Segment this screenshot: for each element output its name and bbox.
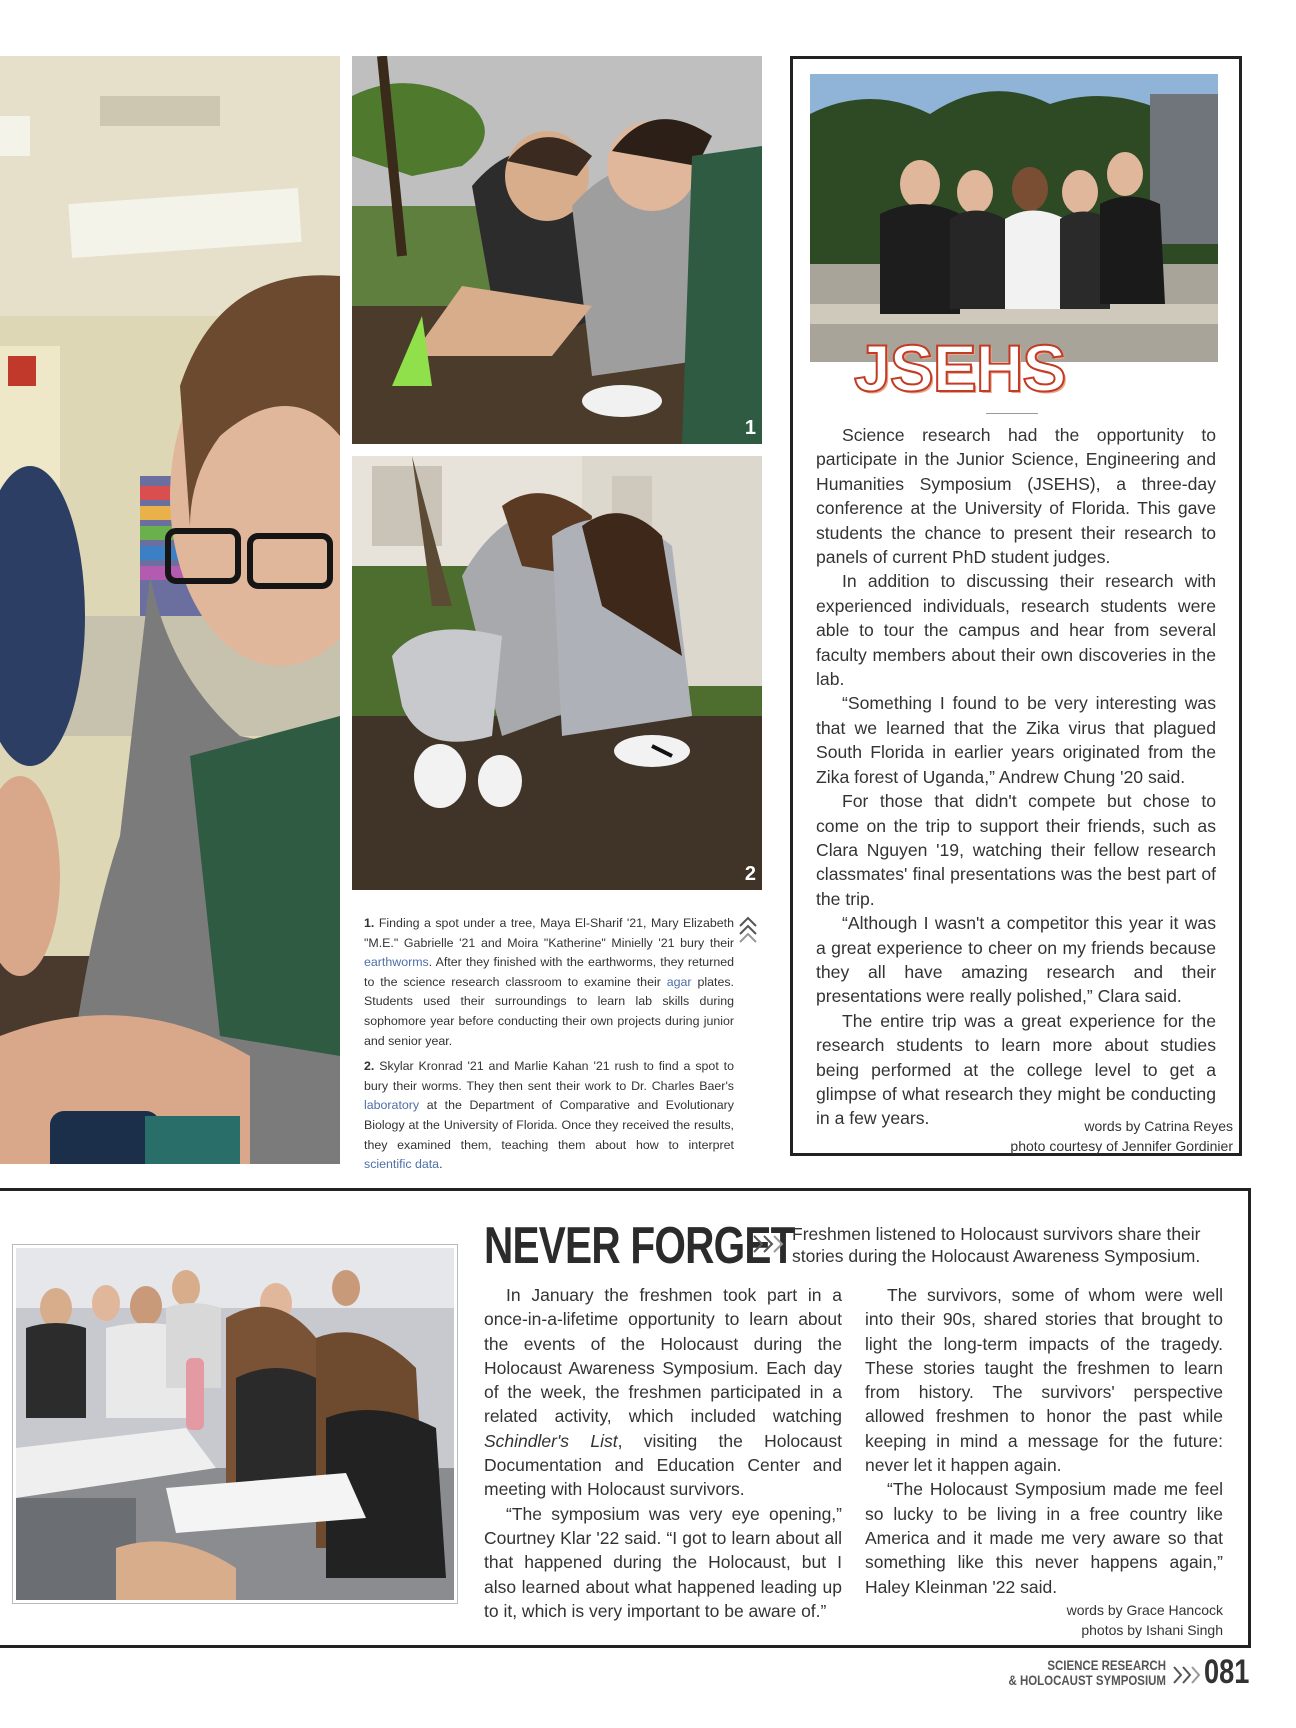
jsehs-paragraph: “Although I wasn't a competitor this year it was a great experience to cheer on my friends because they all have amazing research and their presentations were really polished,” Clara said. — [816, 913, 1216, 1007]
earthworm-burying-photo — [352, 56, 762, 444]
caption-2-text-c: . — [439, 1157, 443, 1172]
caption-1 — [364, 914, 734, 1051]
worm-spot-photo — [352, 456, 762, 890]
never-forget-column-2 — [865, 1283, 1223, 1599]
section-divider-bottom — [0, 1645, 1251, 1648]
caption-1-text-c: plates. Students used their surroundings to learn lab skills during sophomore year before conducting their own projects during junior and senior year. — [364, 974, 734, 1048]
never-forget-column-1 — [484, 1283, 842, 1623]
jsehs-paragraph: For those that didn't compete but chose to come on the trip to support their friends, such as Clara Nguyen '19, watching their fellow research classmates' final presentations was the best part of the trip. — [816, 791, 1216, 909]
footer-chevron-right-icon — [1172, 1664, 1202, 1691]
photo-number-2: 2 — [744, 863, 756, 885]
student-closeup-photo — [0, 56, 340, 1164]
never-forget-heading: NEVER FORGET — [484, 1217, 795, 1275]
caption-1-text-a: Finding a spot under a tree, Maya El-Sharif '21, Mary Elizabeth "M.E." Gabrielle '21 and Moira "Katherine" Minielly '21 bury their — [364, 916, 734, 950]
jsehs-paragraph: “Something I found to be very interesting was that we learned that the Zika virus that plagued South Florida in earlier years originated from the Zika forest of Uganda,” Andrew Chung '20 said. — [816, 693, 1216, 787]
nf-col1-p1-b: , visiting the Holocaust Documentation and Education Center and meeting with Holocaust survivors. — [484, 1430, 842, 1500]
photo-number-1: 1 — [744, 417, 756, 439]
caption-2-text-b: at the Department of Comparative and Evolutionary Biology at the University of Florida. Once they received the results, they examined them, teaching them about how to interpret — [364, 1098, 734, 1152]
never-forget-paragraph: “The Holocaust Symposium made me feel so lucky to be living in a free country like America and it made me very aware so that something like this never happens again,” Haley Kleinman '22 said. — [865, 1479, 1223, 1597]
nf-words-credit: words by Grace Hancock — [1066, 1602, 1223, 1618]
never-forget-paragraph — [484, 1283, 842, 1502]
caption-2-number: 2. — [364, 1059, 375, 1074]
jsehs-paragraph: The entire trip was a great experience for the research students to learn more about studies being performed at the college level to get a glimpse of what research they might be conducting in a few years. — [816, 1010, 1216, 1129]
caption-2-link-scientific-data[interactable]: scientific data — [364, 1157, 440, 1172]
caption-2-link-laboratory[interactable]: laboratory — [364, 1098, 420, 1113]
nf-col1-p1-a: In January the freshmen took part in a once-in-a-lifetime opportunity to learn about the events of the Holocaust during the Holocaust Awareness Symposium. Each day of the week, the freshmen participated in a related activity, which included watching — [484, 1285, 842, 1427]
caption-1-link-earthworms[interactable]: earthworms — [364, 955, 429, 970]
jsehs-divider — [986, 413, 1038, 414]
nf-photo-credit: photos by Ishani Singh — [1081, 1622, 1223, 1638]
never-forget-credits — [950, 1600, 1223, 1640]
caption-1-text-b: . After they finished with the earthworms, they returned to the science research classroom to examine their — [364, 955, 734, 989]
page-number: 081 — [1204, 1653, 1250, 1691]
jsehs-group-photo — [810, 74, 1218, 362]
caption-2-text-a: Skylar Kronrad '21 and Marlie Kahan '21 rush to find a spot to bury their worms. They then sent their work to Dr. Charles Baer's — [364, 1059, 734, 1093]
jsehs-paragraph: In addition to discussing their research with experienced individuals, research students were able to tour the campus and hear from several faculty members about their own discoveries in the lab. — [816, 571, 1216, 690]
footer-section-line-1: SCIENCE RESEARCH — [1047, 1657, 1166, 1673]
jsehs-heading: JSEHS — [854, 331, 1066, 405]
chevron-up-icon — [738, 914, 758, 949]
photo-captions — [364, 914, 734, 1181]
caption-1-number: 1. — [364, 916, 375, 930]
jsehs-article-body — [816, 423, 1216, 1131]
caption-1-link-agar[interactable]: agar — [666, 974, 692, 989]
never-forget-paragraph: “The symposium was very eye opening,” Courtney Klar '22 said. “I got to learn about all that happened during the Holocaust, but I also learned about what happened leading up to it, which is very important to be aware of.” — [484, 1503, 842, 1621]
jsehs-words-credit: words by Catrina Reyes — [1084, 1118, 1233, 1134]
footer-section-name — [997, 1658, 1166, 1688]
double-chevron-right-icon — [752, 1232, 786, 1261]
jsehs-paragraph: Science research had the opportunity to participate in the Junior Science, Engineering and Humanities Symposium (JSEHS), a three-day conference at the University of Florida. This gave students the chance to present their research to panels of current PhD student judges. — [816, 425, 1216, 568]
caption-2 — [364, 1057, 734, 1175]
footer-section-line-2: & HOLOCAUST SYMPOSIUM — [1008, 1672, 1166, 1688]
jsehs-credits — [940, 1116, 1233, 1156]
section-divider-right — [1248, 1188, 1251, 1648]
never-forget-subheading: Freshmen listened to Holocaust survivors share their stories during the Holocaust Awareness Symposium. — [792, 1224, 1201, 1266]
nf-col1-p1-italic: Schindler's List — [484, 1430, 618, 1451]
never-forget-paragraph: The survivors, some of whom were well into their 90s, shared stories that brought to light the long-term impacts of the tragedy. These stories taught the freshmen to learn from history. The survivors' perspective allowed freshmen to honor the past while keeping in mind a message for the future: never let it happen again. — [865, 1285, 1223, 1476]
jsehs-photo-credit: photo courtesy of Jennifer Gordinier — [1010, 1138, 1233, 1154]
section-divider-top — [0, 1188, 1251, 1191]
holocaust-symposium-photo — [12, 1244, 458, 1604]
